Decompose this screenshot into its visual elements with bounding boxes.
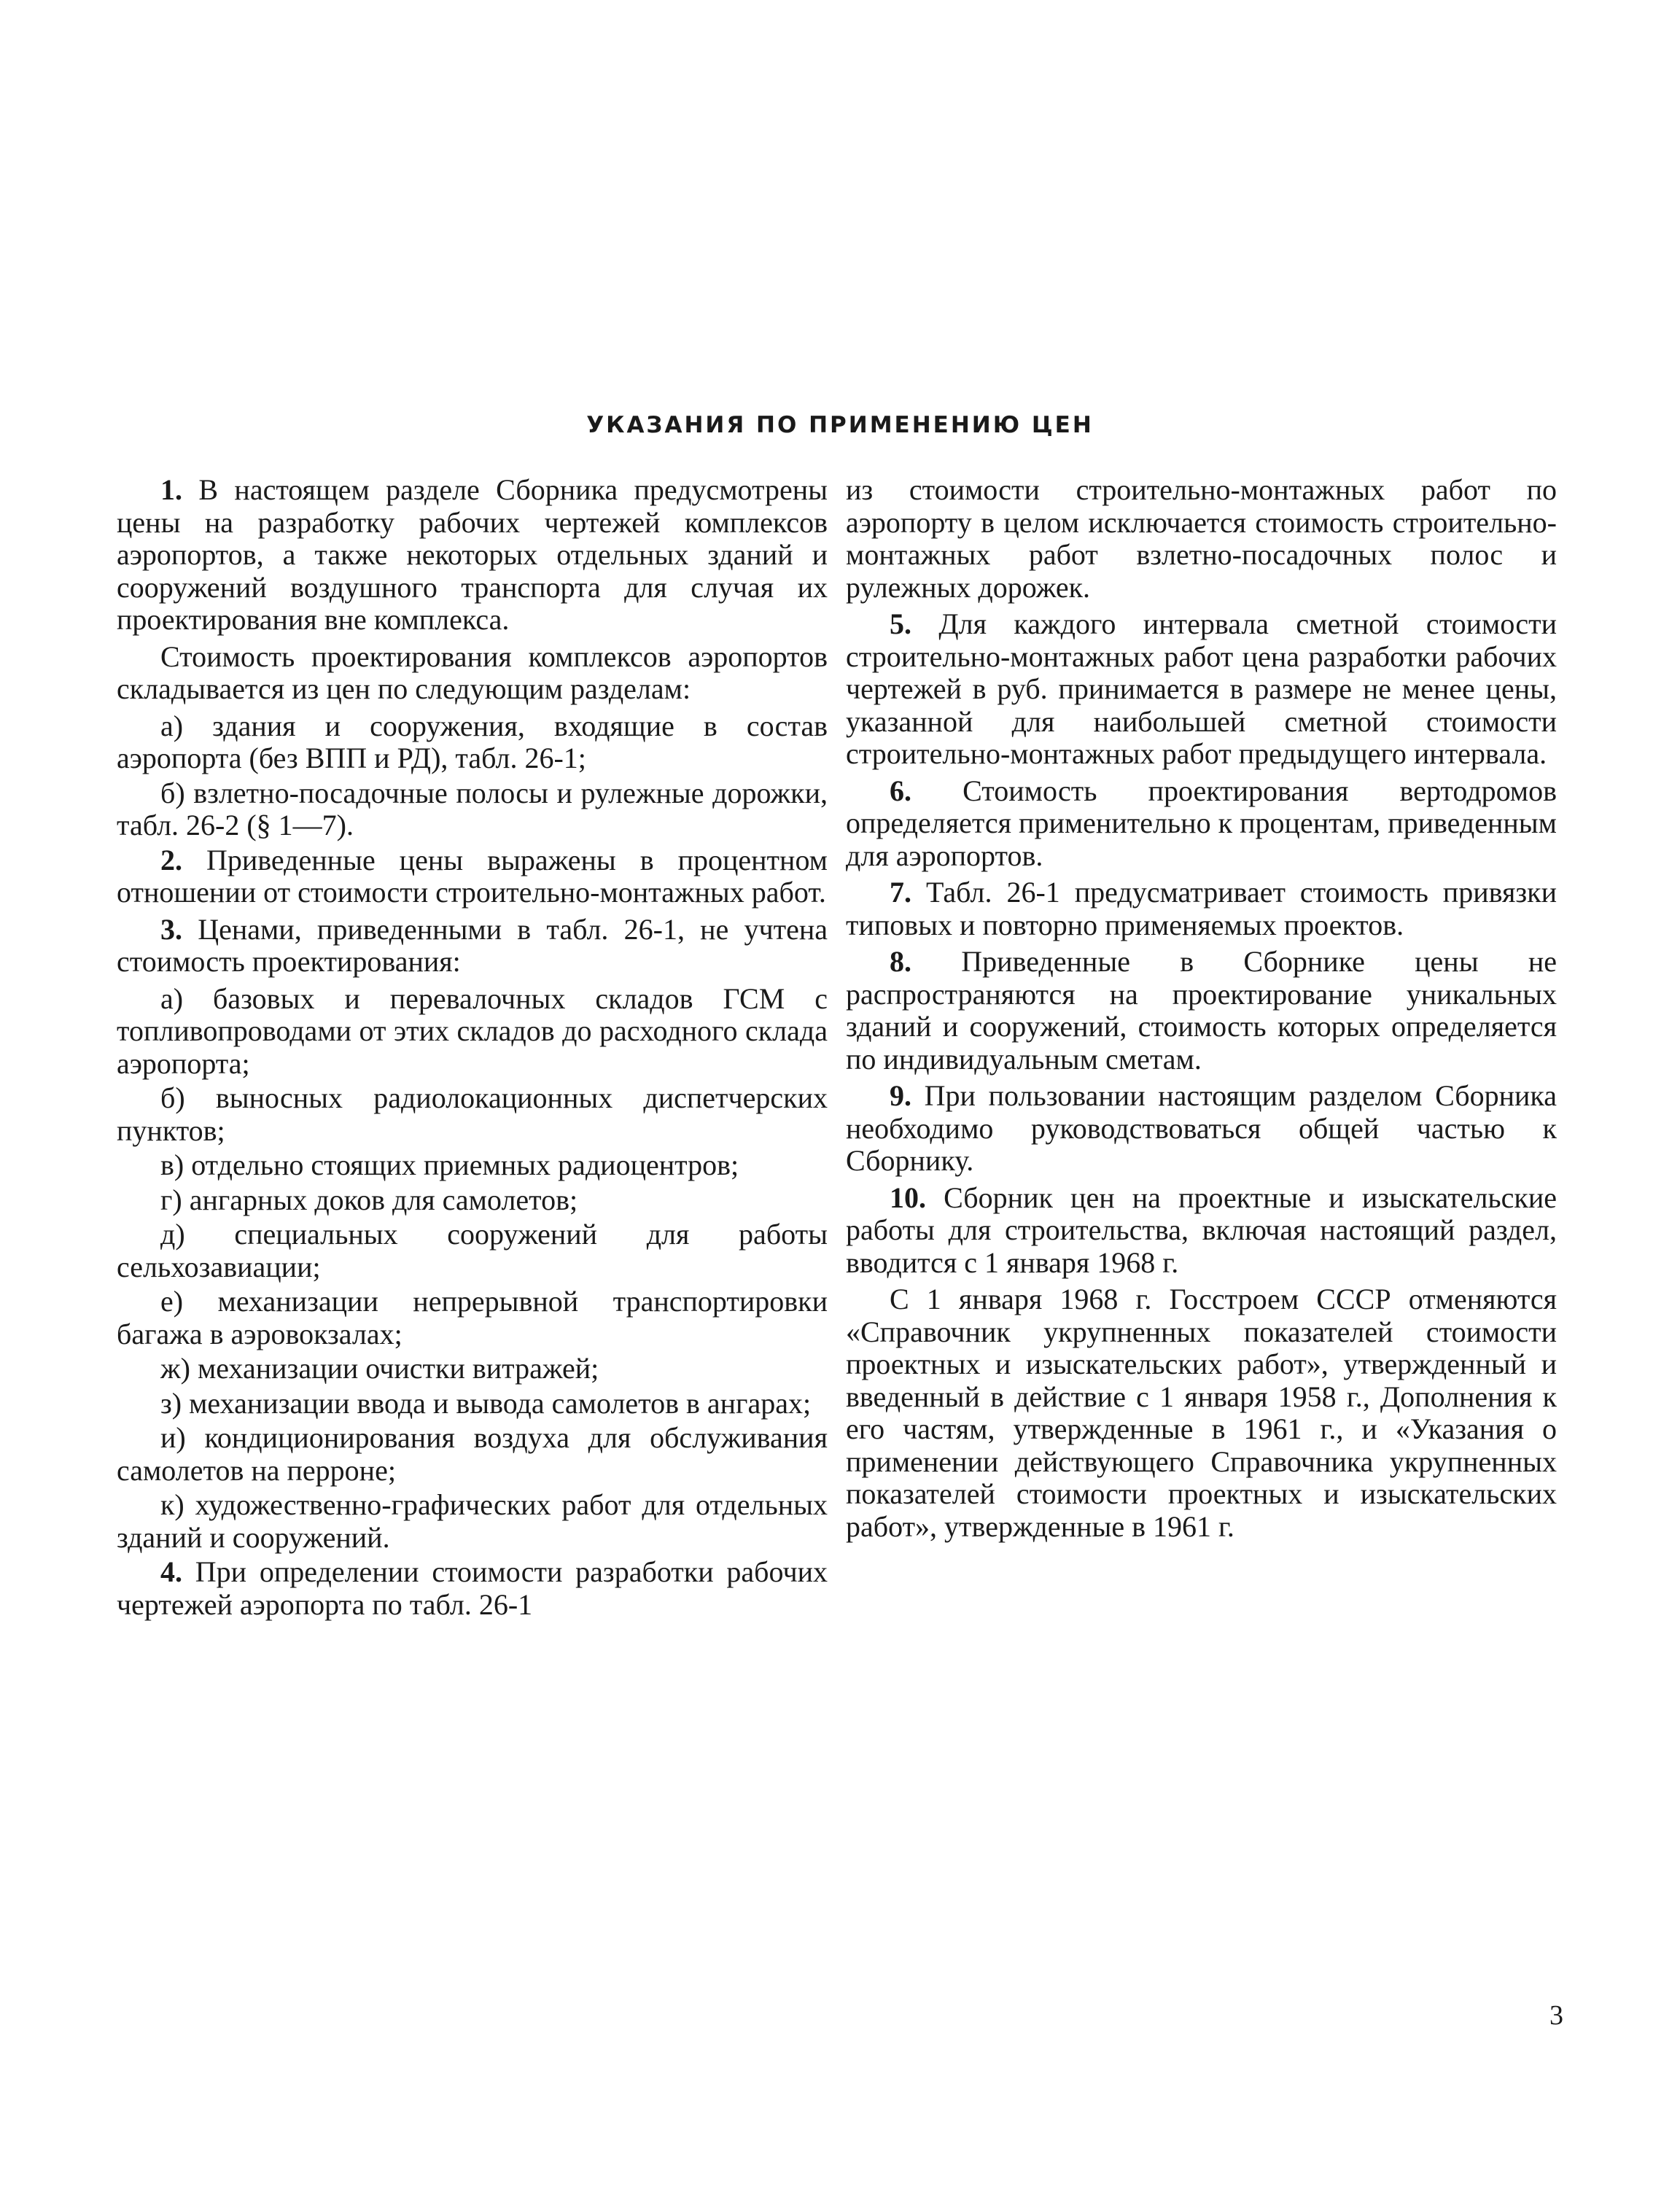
list-item — [117, 777, 828, 842]
paragraph-text: Стоимость проектирования вертодромов определяется применительно к процентам, приведенным для аэропортов. — [846, 774, 1557, 872]
list-item-text: а) базовых и перевалочных складов ГСМ с топливопроводами от этих складов до расходного склада аэропорта; — [117, 981, 828, 1080]
list-item — [117, 1422, 828, 1487]
paragraph-text: Сборник цен на проектные и изыскательские работы для строительства, включая настоящий раздел, вводится с 1 января 1968 г. — [846, 1181, 1557, 1279]
list-item-text: б) выносных радиолокационных диспетчерских пунктов; — [117, 1081, 828, 1147]
paragraph-number: 6. — [890, 774, 911, 807]
list-item — [117, 1388, 828, 1420]
paragraph-text: При определении стоимости разработки рабочих чертежей аэропорта по табл. 26-1 — [117, 1555, 828, 1621]
list-item — [117, 1082, 828, 1147]
paragraph-8 — [846, 946, 1557, 1076]
page-title: УКАЗАНИЯ ПО ПРИМЕНЕНИЮ ЦЕН — [586, 412, 1094, 438]
list-item-text: к) художественно-графических работ для отдельных зданий и сооружений. — [117, 1488, 828, 1554]
page-number: 3 — [1549, 2000, 1563, 2031]
paragraph-6 — [846, 775, 1557, 873]
list-item-text: и) кондиционирования воздуха для обслуживания самолетов на перроне; — [117, 1421, 828, 1487]
paragraph-2 — [117, 844, 828, 909]
list-item — [117, 983, 828, 1081]
list-item-text: е) механизации непрерывной транспортировки багажа в аэровокзалах; — [117, 1285, 828, 1350]
paragraph-number: 2. — [160, 843, 182, 876]
paragraph-text: Приведенные цены выражены в процентном отношении от стоимости строительно-монтажных работ. — [117, 843, 828, 909]
paragraph — [117, 641, 828, 706]
paragraph-text: Для каждого интервала сметной стоимости строительно-монтажных работ цена разработки рабочих чертежей в руб. принимается в размере не менее цены, указанной для наибольшей сметной стоимости строительно-монтажных работ предыдущего интервала. — [846, 607, 1557, 770]
paragraph-3 — [117, 914, 828, 979]
paragraph-number: 9. — [890, 1079, 911, 1112]
paragraph-text: Стоимость проектирования комплексов аэропортов складывается из цен по следующим разделам: — [117, 639, 828, 705]
paragraph-text: При пользовании настоящим разделом Сборника необходимо руководствоваться общей частью к Сборнику. — [846, 1079, 1557, 1177]
paragraph-4-continued — [846, 474, 1557, 604]
paragraph-text: Ценами, приведенными в табл. 26-1, не учтена стоимость проектирования: — [117, 912, 828, 978]
list-item-text: д) специальных сооружений для работы сельхозавиации; — [117, 1218, 828, 1283]
list-item-text: в) отдельно стоящих приемных радиоцентров; — [160, 1148, 739, 1181]
paragraph-text: В настоящем разделе Сборника предусмотрены цены на разработку рабочих чертежей комплексов аэропортов, а также некоторых отдельных зданий и сооружений воздушного транспорта для случая их проектирования вне комплекса. — [117, 473, 828, 636]
paragraph-number: 4. — [160, 1555, 182, 1588]
paragraph-text: Приведенные в Сборнике цены не распространяются на проектирование уникальных зданий и сооружений, стоимость которых определяется по индивидуальным сметам. — [846, 945, 1557, 1076]
list-item — [117, 1489, 828, 1554]
list-item — [117, 1218, 828, 1283]
paragraph-number: 8. — [890, 945, 911, 978]
paragraph-4 — [117, 1556, 828, 1621]
paragraph-9 — [846, 1080, 1557, 1178]
paragraph-text: из стоимости строительно-монтажных работ по аэропорту в целом исключается стоимость строительно-монтажных работ взлетно-посадочных полос и рулежных дорожек. — [846, 473, 1557, 604]
list-item-text: б) взлетно-посадочные полосы и рулежные дорожки, табл. 26-2 (§ 1—7). — [117, 776, 828, 841]
list-item-text: ж) механизации очистки витражей; — [160, 1352, 599, 1385]
right-column — [846, 474, 1557, 1547]
paragraph-number: 7. — [890, 876, 911, 909]
paragraph-10 — [846, 1182, 1557, 1280]
paragraph-number: 10. — [890, 1181, 926, 1214]
paragraph-number: 1. — [160, 473, 182, 506]
left-column — [117, 474, 828, 1625]
paragraph-5 — [846, 608, 1557, 771]
list-item — [117, 1286, 828, 1350]
paragraph-text: С 1 января 1968 г. Госстроем СССР отменяются «Справочник укрупненных показателей стоимости проектных и изыскательских работ», утвержденный и введенный в действие с 1 января 1958 г., Дополнения к его частям, утвержденные в 1961 г., и «Указания о применении действующего Справочника укрупненных показателей стоимости проектных и изыскательских работ», утвержденные в 1961 г. — [846, 1283, 1557, 1543]
list-item — [117, 1353, 828, 1385]
paragraph — [846, 1283, 1557, 1543]
list-item — [117, 1184, 828, 1217]
list-item-text: а) здания и сооружения, входящие в состав аэропорта (без ВПП и РД), табл. 26-1; — [117, 709, 828, 774]
paragraph-text: Табл. 26-1 предусматривает стоимость привязки типовых и повторно применяемых проектов. — [846, 876, 1557, 941]
list-item — [117, 1149, 828, 1182]
paragraph-1 — [117, 474, 828, 637]
list-item-text: г) ангарных доков для самолетов; — [160, 1183, 578, 1216]
paragraph-number: 3. — [160, 912, 182, 946]
paragraph-7 — [846, 876, 1557, 941]
list-item-text: з) механизации ввода и вывода самолетов в ангарах; — [160, 1386, 812, 1420]
list-item — [117, 710, 828, 775]
paragraph-number: 5. — [890, 607, 911, 640]
